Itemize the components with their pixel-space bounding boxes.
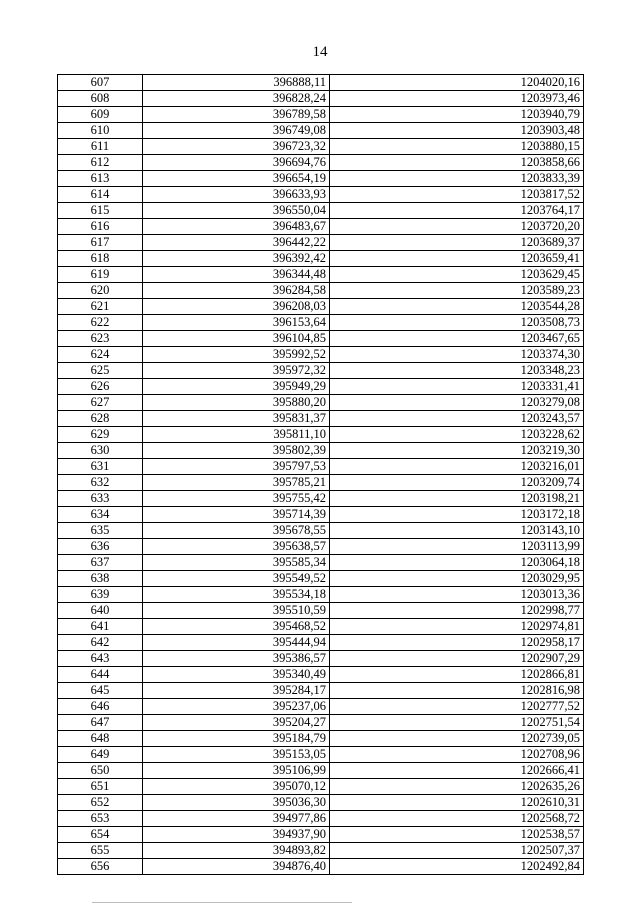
table-row <box>58 91 584 107</box>
y-coordinate-cell: 1203940,79 <box>330 107 584 123</box>
table-row <box>58 139 584 155</box>
point-number-cell: 650 <box>58 763 143 779</box>
point-number-cell: 643 <box>58 651 143 667</box>
point-number-cell: 635 <box>58 523 143 539</box>
table-row <box>58 219 584 235</box>
y-coordinate-cell: 1203764,17 <box>330 203 584 219</box>
point-number-cell: 651 <box>58 779 143 795</box>
y-coordinate-cell: 1203973,46 <box>330 91 584 107</box>
y-coordinate-cell: 1203172,18 <box>330 507 584 523</box>
point-number-cell: 611 <box>58 139 143 155</box>
y-coordinate-cell: 1203659,41 <box>330 251 584 267</box>
point-number-cell: 653 <box>58 811 143 827</box>
point-number-cell: 654 <box>58 827 143 843</box>
x-coordinate-cell: 394876,40 <box>143 859 330 875</box>
point-number-cell: 646 <box>58 699 143 715</box>
point-number-cell: 649 <box>58 747 143 763</box>
coordinates-table <box>57 74 584 875</box>
point-number-cell: 638 <box>58 571 143 587</box>
x-coordinate-cell: 395386,57 <box>143 651 330 667</box>
y-coordinate-cell: 1203903,48 <box>330 123 584 139</box>
point-number-cell: 642 <box>58 635 143 651</box>
table-row <box>58 363 584 379</box>
y-coordinate-cell: 1203880,15 <box>330 139 584 155</box>
point-number-cell: 618 <box>58 251 143 267</box>
point-number-cell: 647 <box>58 715 143 731</box>
table-row <box>58 203 584 219</box>
x-coordinate-cell: 394893,82 <box>143 843 330 859</box>
table-row <box>58 779 584 795</box>
table-row <box>58 235 584 251</box>
point-number-cell: 619 <box>58 267 143 283</box>
table-row <box>58 619 584 635</box>
y-coordinate-cell: 1202666,41 <box>330 763 584 779</box>
point-number-cell: 655 <box>58 843 143 859</box>
table-row <box>58 315 584 331</box>
point-number-cell: 645 <box>58 683 143 699</box>
point-number-cell: 627 <box>58 395 143 411</box>
point-number-cell: 617 <box>58 235 143 251</box>
y-coordinate-cell: 1203331,41 <box>330 379 584 395</box>
y-coordinate-cell: 1202492,84 <box>330 859 584 875</box>
x-coordinate-cell: 396654,19 <box>143 171 330 187</box>
table-row <box>58 267 584 283</box>
y-coordinate-cell: 1203228,62 <box>330 427 584 443</box>
table-row <box>58 699 584 715</box>
y-coordinate-cell: 1204020,16 <box>330 75 584 91</box>
x-coordinate-cell: 396694,76 <box>143 155 330 171</box>
x-coordinate-cell: 396442,22 <box>143 235 330 251</box>
point-number-cell: 636 <box>58 539 143 555</box>
point-number-cell: 613 <box>58 171 143 187</box>
y-coordinate-cell: 1203508,73 <box>330 315 584 331</box>
y-coordinate-cell: 1203689,37 <box>330 235 584 251</box>
x-coordinate-cell: 395802,39 <box>143 443 330 459</box>
x-coordinate-cell: 395797,53 <box>143 459 330 475</box>
table-row <box>58 667 584 683</box>
y-coordinate-cell: 1203858,66 <box>330 155 584 171</box>
x-coordinate-cell: 395949,29 <box>143 379 330 395</box>
x-coordinate-cell: 395106,99 <box>143 763 330 779</box>
x-coordinate-cell: 395678,55 <box>143 523 330 539</box>
y-coordinate-cell: 1203209,74 <box>330 475 584 491</box>
y-coordinate-cell: 1202816,98 <box>330 683 584 699</box>
y-coordinate-cell: 1202751,54 <box>330 715 584 731</box>
y-coordinate-cell: 1202538,57 <box>330 827 584 843</box>
point-number-cell: 633 <box>58 491 143 507</box>
point-number-cell: 612 <box>58 155 143 171</box>
table-row <box>58 347 584 363</box>
table-row <box>58 251 584 267</box>
y-coordinate-cell: 1202777,52 <box>330 699 584 715</box>
table-row <box>58 811 584 827</box>
y-coordinate-cell: 1203216,01 <box>330 459 584 475</box>
x-coordinate-cell: 395755,42 <box>143 491 330 507</box>
table-row <box>58 123 584 139</box>
point-number-cell: 641 <box>58 619 143 635</box>
point-number-cell: 614 <box>58 187 143 203</box>
y-coordinate-cell: 1202708,96 <box>330 747 584 763</box>
x-coordinate-cell: 395831,37 <box>143 411 330 427</box>
point-number-cell: 639 <box>58 587 143 603</box>
table-row <box>58 587 584 603</box>
point-number-cell: 625 <box>58 363 143 379</box>
point-number-cell: 631 <box>58 459 143 475</box>
y-coordinate-cell: 1202974,81 <box>330 619 584 635</box>
coordinates-table-body <box>58 75 584 875</box>
y-coordinate-cell: 1203629,45 <box>330 267 584 283</box>
y-coordinate-cell: 1202739,05 <box>330 731 584 747</box>
y-coordinate-cell: 1203029,95 <box>330 571 584 587</box>
x-coordinate-cell: 395184,79 <box>143 731 330 747</box>
table-row <box>58 283 584 299</box>
page-number: 14 <box>312 44 328 60</box>
table-row <box>58 539 584 555</box>
y-coordinate-cell: 1203064,18 <box>330 555 584 571</box>
x-coordinate-cell: 396392,42 <box>143 251 330 267</box>
point-number-cell: 608 <box>58 91 143 107</box>
y-coordinate-cell: 1202866,81 <box>330 667 584 683</box>
point-number-cell: 640 <box>58 603 143 619</box>
x-coordinate-cell: 396550,04 <box>143 203 330 219</box>
point-number-cell: 624 <box>58 347 143 363</box>
x-coordinate-cell: 396344,48 <box>143 267 330 283</box>
y-coordinate-cell: 1202610,31 <box>330 795 584 811</box>
point-number-cell: 622 <box>58 315 143 331</box>
table-row <box>58 427 584 443</box>
y-coordinate-cell: 1203467,65 <box>330 331 584 347</box>
table-row <box>58 523 584 539</box>
y-coordinate-cell: 1203544,28 <box>330 299 584 315</box>
x-coordinate-cell: 395585,34 <box>143 555 330 571</box>
table-row <box>58 651 584 667</box>
table-row <box>58 763 584 779</box>
table-row <box>58 731 584 747</box>
table-row <box>58 299 584 315</box>
point-number-cell: 656 <box>58 859 143 875</box>
table-row <box>58 859 584 875</box>
table-row <box>58 747 584 763</box>
table-row <box>58 75 584 91</box>
x-coordinate-cell: 395714,39 <box>143 507 330 523</box>
x-coordinate-cell: 395880,20 <box>143 395 330 411</box>
y-coordinate-cell: 1203243,57 <box>330 411 584 427</box>
x-coordinate-cell: 395284,17 <box>143 683 330 699</box>
x-coordinate-cell: 396789,58 <box>143 107 330 123</box>
x-coordinate-cell: 395444,94 <box>143 635 330 651</box>
point-number-cell: 610 <box>58 123 143 139</box>
point-number-cell: 609 <box>58 107 143 123</box>
table-row <box>58 187 584 203</box>
y-coordinate-cell: 1203143,10 <box>330 523 584 539</box>
y-coordinate-cell: 1202635,26 <box>330 779 584 795</box>
x-coordinate-cell: 395534,18 <box>143 587 330 603</box>
x-coordinate-cell: 395811,10 <box>143 427 330 443</box>
point-number-cell: 615 <box>58 203 143 219</box>
table-row <box>58 155 584 171</box>
point-number-cell: 628 <box>58 411 143 427</box>
y-coordinate-cell: 1202568,72 <box>330 811 584 827</box>
point-number-cell: 623 <box>58 331 143 347</box>
x-coordinate-cell: 395638,57 <box>143 539 330 555</box>
table-row <box>58 795 584 811</box>
table-row <box>58 459 584 475</box>
y-coordinate-cell: 1202507,37 <box>330 843 584 859</box>
x-coordinate-cell: 395340,49 <box>143 667 330 683</box>
table-row <box>58 715 584 731</box>
y-coordinate-cell: 1203374,30 <box>330 347 584 363</box>
x-coordinate-cell: 395972,32 <box>143 363 330 379</box>
table-row <box>58 603 584 619</box>
point-number-cell: 632 <box>58 475 143 491</box>
table-row <box>58 491 584 507</box>
table-row <box>58 379 584 395</box>
x-coordinate-cell: 396153,64 <box>143 315 330 331</box>
x-coordinate-cell: 395468,52 <box>143 619 330 635</box>
point-number-cell: 607 <box>58 75 143 91</box>
y-coordinate-cell: 1203198,21 <box>330 491 584 507</box>
y-coordinate-cell: 1203113,99 <box>330 539 584 555</box>
x-coordinate-cell: 396749,08 <box>143 123 330 139</box>
table-row <box>58 411 584 427</box>
y-coordinate-cell: 1202958,17 <box>330 635 584 651</box>
point-number-cell: 616 <box>58 219 143 235</box>
y-coordinate-cell: 1203013,36 <box>330 587 584 603</box>
point-number-cell: 644 <box>58 667 143 683</box>
table-row <box>58 507 584 523</box>
table-row <box>58 107 584 123</box>
x-coordinate-cell: 396208,03 <box>143 299 330 315</box>
y-coordinate-cell: 1203817,52 <box>330 187 584 203</box>
table-row <box>58 635 584 651</box>
point-number-cell: 620 <box>58 283 143 299</box>
point-number-cell: 626 <box>58 379 143 395</box>
table-row <box>58 571 584 587</box>
x-coordinate-cell: 396723,32 <box>143 139 330 155</box>
table-row <box>58 395 584 411</box>
x-coordinate-cell: 395036,30 <box>143 795 330 811</box>
x-coordinate-cell: 396483,67 <box>143 219 330 235</box>
y-coordinate-cell: 1203589,23 <box>330 283 584 299</box>
table-row <box>58 843 584 859</box>
x-coordinate-cell: 395237,06 <box>143 699 330 715</box>
x-coordinate-cell: 396633,93 <box>143 187 330 203</box>
point-number-cell: 621 <box>58 299 143 315</box>
y-coordinate-cell: 1203833,39 <box>330 171 584 187</box>
table-row <box>58 555 584 571</box>
x-coordinate-cell: 396104,85 <box>143 331 330 347</box>
point-number-cell: 637 <box>58 555 143 571</box>
table-row <box>58 331 584 347</box>
table-row <box>58 475 584 491</box>
y-coordinate-cell: 1203279,08 <box>330 395 584 411</box>
point-number-cell: 652 <box>58 795 143 811</box>
x-coordinate-cell: 394977,86 <box>143 811 330 827</box>
table-row <box>58 443 584 459</box>
table-row <box>58 827 584 843</box>
point-number-cell: 648 <box>58 731 143 747</box>
x-coordinate-cell: 395785,21 <box>143 475 330 491</box>
table-row <box>58 683 584 699</box>
y-coordinate-cell: 1202998,77 <box>330 603 584 619</box>
x-coordinate-cell: 396888,11 <box>143 75 330 91</box>
x-coordinate-cell: 395070,12 <box>143 779 330 795</box>
x-coordinate-cell: 395549,52 <box>143 571 330 587</box>
x-coordinate-cell: 395510,59 <box>143 603 330 619</box>
y-coordinate-cell: 1203348,23 <box>330 363 584 379</box>
x-coordinate-cell: 394937,90 <box>143 827 330 843</box>
x-coordinate-cell: 396828,24 <box>143 91 330 107</box>
x-coordinate-cell: 395153,05 <box>143 747 330 763</box>
point-number-cell: 630 <box>58 443 143 459</box>
x-coordinate-cell: 395204,27 <box>143 715 330 731</box>
point-number-cell: 629 <box>58 427 143 443</box>
x-coordinate-cell: 396284,58 <box>143 283 330 299</box>
y-coordinate-cell: 1203720,20 <box>330 219 584 235</box>
y-coordinate-cell: 1203219,30 <box>330 443 584 459</box>
x-coordinate-cell: 395992,52 <box>143 347 330 363</box>
footer-rule <box>92 902 352 903</box>
table-row <box>58 171 584 187</box>
point-number-cell: 634 <box>58 507 143 523</box>
y-coordinate-cell: 1202907,29 <box>330 651 584 667</box>
